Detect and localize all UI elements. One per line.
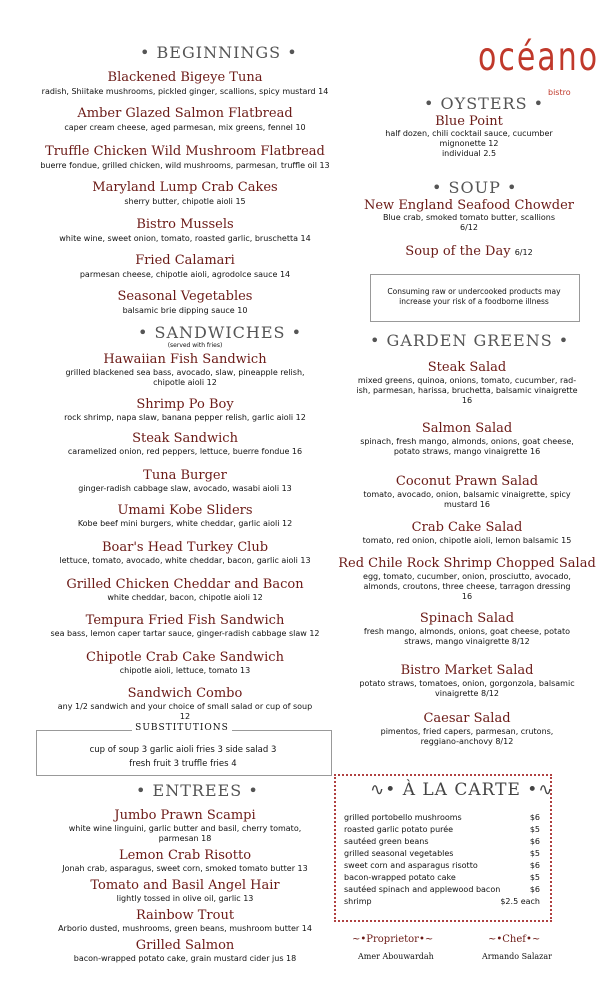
beginnings-heading: • BEGINNINGS • (140, 43, 298, 62)
menu-item-name: Hawaiian Fish Sandwich (103, 352, 267, 367)
alacarte-row (344, 837, 540, 846)
menu-item-name: Grilled Salmon (135, 938, 235, 953)
menu-item-desc: caper cream cheese, aged parmesan, mix greens, fennel 10 (64, 123, 306, 132)
menu-item-desc: rock shrimp, napa slaw, banana pepper relish, garlic aioli 12 (64, 413, 306, 422)
alacarte-heading: ∿• À LA CARTE •∿ (370, 780, 554, 800)
menu-item-name: Tempura Fried Fish Sandwich (85, 613, 285, 628)
alacarte-price: $5 (529, 873, 540, 882)
alacarte-row (344, 825, 540, 834)
menu-item-desc: balsamic brie dipping sauce 10 (122, 306, 248, 315)
menu-item-desc: pimentos, fried capers, parmesan, crutons, (380, 727, 554, 736)
chef-title: ~•Chef•~ (488, 934, 541, 945)
menu-item-desc: ish, parmesan, harissa, bruchetta, balsamic vinaigrette (356, 386, 578, 395)
menu-item-name: Red Chile Rock Shrimp Chopped Salad (338, 556, 596, 571)
menu-item-desc: tomato, red onion, chipotle aioli, lemon balsamic 15 (362, 536, 572, 545)
menu-item-name: Fried Calamari (135, 253, 235, 268)
substitutions-line2: fresh fruit 3 truffle fries 4 (129, 759, 237, 769)
menu-item-name: Steak Sandwich (132, 431, 238, 446)
menu-item-desc: grilled blackened sea bass, avocado, slaw, pineapple relish, (65, 368, 305, 377)
menu-item-name: Grilled Chicken Cheddar and Bacon (66, 577, 304, 592)
menu-item-name: Truffle Chicken Wild Mushroom Flatbread (45, 144, 325, 159)
menu-item-name: Jumbo Prawn Scampi (114, 808, 256, 823)
menu-item-desc: potato straws, tomatoes, onion, gorgonzola, balsamic (359, 679, 575, 688)
menu-item-desc: spinach, fresh mango, almonds, onions, goat cheese, (360, 437, 574, 446)
sandwiches-note: (served with fries) (167, 342, 223, 349)
menu-item-name: Maryland Lump Crab Cakes (92, 180, 278, 195)
menu-item-desc: chipotle aioli 12 (153, 378, 217, 387)
menu-item-desc: lettuce, tomato, avocado, white cheddar, bacon, garlic aioli 13 (59, 556, 311, 565)
entrees-heading: • ENTREES • (136, 781, 259, 800)
menu-item-name: Tomato and Basil Angel Hair (90, 878, 280, 893)
alacarte-item: sweet corn and asparagus risotto (344, 861, 478, 870)
oceano-logo: océano (478, 34, 600, 81)
menu-item-desc: parmesan 18 (158, 834, 212, 843)
menu-item-desc: chipotle aioli, lettuce, tomato 13 (119, 666, 251, 675)
menu-item-desc: sherry butter, chipotle aioli 15 (124, 197, 246, 206)
menu-item-name: Shrimp Po Boy (136, 397, 234, 412)
alacarte-price: $6 (529, 861, 540, 870)
soup-of-day: Soup of the Day 6/12 (405, 244, 533, 259)
alacarte-price: $5 (529, 825, 540, 834)
menu-item-desc: Kobe beef mini burgers, white cheddar, garlic aioli 12 (77, 519, 293, 528)
alacarte-row (344, 873, 540, 882)
alacarte-item: sautéed spinach and applewood bacon (344, 885, 501, 894)
menu-item-name: Bistro Market Salad (400, 663, 534, 678)
menu-item-desc: Arborio dusted, mushrooms, green beans, mushroom butter 14 (58, 924, 312, 933)
oyster-desc1: half dozen, chili cocktail sauce, cucumber (385, 129, 553, 138)
oyster-desc2: mignonette 12 (439, 139, 499, 148)
soup-heading: • SOUP • (432, 178, 518, 197)
menu-item-desc: tomato, avocado, onion, balsamic vinaigrette, spicy (363, 490, 571, 499)
menu-item-desc: egg, tomato, cucumber, onion, prosciutto, avocado, (363, 572, 571, 581)
menu-item-desc: mustard 16 (443, 500, 491, 509)
chef-name: Armando Salazar (482, 952, 552, 961)
menu-item-desc: parmesan cheese, chipotle aioli, agrodolce sauce 14 (79, 270, 291, 279)
alacarte-row (344, 897, 540, 906)
oyster-name: Blue Point (435, 114, 503, 129)
soup-chowder-price: 6/12 (460, 223, 478, 232)
alacarte-price: $6 (529, 885, 540, 894)
menu-item-name: Amber Glazed Salmon Flatbread (77, 106, 293, 121)
oysters-heading: • OYSTERS • (424, 94, 545, 113)
logo-subtitle: bistro (548, 88, 571, 97)
menu-item-desc: ginger-radish cabbage slaw, avocado, wasabi aioli 13 (78, 484, 292, 493)
menu-item-desc: Jonah crab, asparagus, sweet corn, smoked tomato butter 13 (62, 864, 308, 873)
menu-item-name: Steak Salad (427, 360, 507, 375)
menu-item-name: Boar's Head Turkey Club (101, 540, 269, 555)
menu-item-name: Sandwich Combo (127, 686, 243, 701)
warning-line1: Consuming raw or undercooked products may (387, 287, 561, 296)
menu-item-name: Chipotle Crab Cake Sandwich (86, 650, 284, 665)
menu-item-desc: reggiano-anchovy 8/12 (420, 737, 514, 746)
menu-item-desc: 16 (461, 592, 473, 601)
menu-item-desc: caramelized onion, red peppers, lettuce, buerre fondue 16 (67, 447, 303, 456)
substitutions-heading: SUBSTITUTIONS (132, 723, 232, 733)
menu-item-desc: almonds, croutons, three cheese, tarragon dressing (363, 582, 571, 591)
soup-chowder-name: New England Seafood Chowder (363, 198, 575, 213)
garden-heading: • GARDEN GREENS • (370, 331, 570, 350)
alacarte-item: grilled portobello mushrooms (344, 813, 462, 822)
alacarte-price: $6 (529, 837, 540, 846)
menu-item-desc: straws, mango vinaigrette 8/12 (404, 637, 530, 646)
menu-item-name: Seasonal Vegetables (117, 289, 253, 304)
warning-line2: increase your risk of a foodborne illness (399, 297, 549, 306)
alacarte-row (344, 885, 540, 894)
alacarte-item: grilled seasonal vegetables (344, 849, 454, 858)
menu-item-name: Caesar Salad (423, 711, 511, 726)
menu-item-desc: lightly tossed in olive oil, garlic 13 (116, 894, 254, 903)
menu-item-name: Umami Kobe Sliders (117, 503, 253, 518)
proprietor-name: Amer Abouwardah (358, 952, 434, 961)
soup-chowder-desc: Blue crab, smoked tomato butter, scallions (382, 213, 556, 222)
menu-item-name: Tuna Burger (143, 468, 227, 483)
menu-item-desc: mixed greens, quinoa, onions, tomato, cucumber, rad- (357, 376, 577, 385)
alacarte-price: $5 (529, 849, 540, 858)
menu-item-desc: fresh mango, almonds, onions, goat cheese, potato (363, 627, 571, 636)
alacarte-price: $6 (529, 813, 540, 822)
alacarte-row (344, 849, 540, 858)
menu-item-name: Crab Cake Salad (411, 520, 523, 535)
menu-item-desc: white wine, sweet onion, tomato, roasted garlic, bruschetta 14 (59, 234, 311, 243)
menu-item-desc: any 1/2 sandwich and your choice of small salad or cup of soup (57, 702, 313, 711)
substitutions-line1: cup of soup 3 garlic aioli fries 3 side salad 3 (89, 745, 277, 755)
menu-item-desc: vinaigrette 8/12 (435, 689, 499, 698)
menu-item-name: Lemon Crab Risotto (118, 848, 252, 863)
menu-item-name: Coconut Prawn Salad (395, 474, 539, 489)
alacarte-item: sautéed green beans (344, 837, 429, 846)
proprietor-title: ~•Proprietor•~ (352, 934, 434, 945)
alacarte-item: shrimp (344, 897, 372, 906)
menu-item-name: Bistro Mussels (136, 217, 234, 232)
menu-item-desc: potato straws, mango vinaigrette 16 (393, 447, 541, 456)
menu-item-desc: 12 (179, 712, 191, 721)
menu-item-desc: white cheddar, bacon, chipotle aioli 12 (107, 593, 263, 602)
alacarte-row (344, 813, 540, 822)
menu-item-desc: 16 (461, 396, 473, 405)
menu-item-name: Blackened Bigeye Tuna (107, 70, 263, 85)
menu-item-desc: white wine linguini, garlic butter and basil, cherry tomato, (68, 824, 302, 833)
menu-item-desc: bacon-wrapped potato cake, grain mustard cider jus 18 (73, 954, 297, 963)
menu-item-desc: radish, Shiitake mushrooms, pickled ginger, scallions, spicy mustard 14 (41, 87, 329, 96)
oyster-desc3: individual 2.5 (441, 149, 497, 158)
menu-item-desc: sea bass, lemon caper tartar sauce, ginger-radish cabbage slaw 12 (50, 629, 320, 638)
sandwiches-heading: • SANDWICHES • (138, 323, 303, 342)
menu-item-name: Spinach Salad (419, 611, 515, 626)
alacarte-price: $2.5 each (500, 897, 540, 906)
alacarte-item: bacon-wrapped potato cake (344, 873, 456, 882)
alacarte-item: roasted garlic potato purée (344, 825, 454, 834)
menu-item-desc: buerre fondue, grilled chicken, wild mushrooms, parmesan, truffle oil 13 (40, 161, 330, 170)
alacarte-row (344, 861, 540, 870)
menu-item-name: Rainbow Trout (135, 908, 235, 923)
menu-item-name: Salmon Salad (421, 421, 513, 436)
